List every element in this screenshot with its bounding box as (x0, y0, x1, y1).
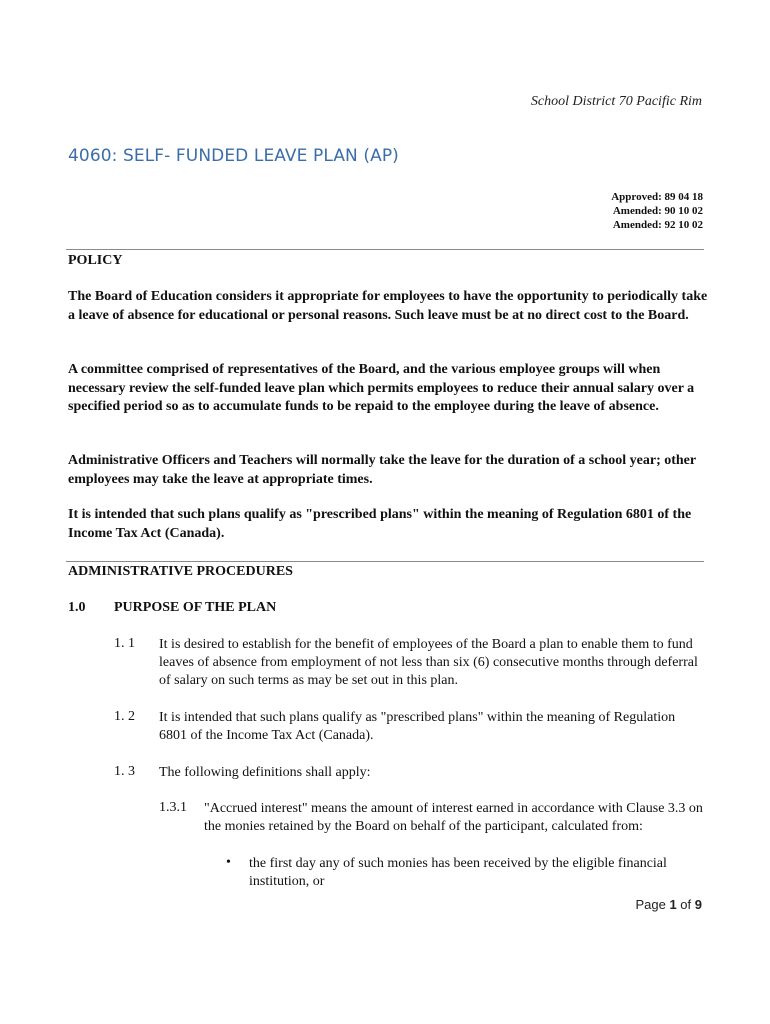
page-total: 9 (694, 897, 702, 912)
item-number-1-3: 1. 3 (114, 764, 135, 779)
divider-procedures (66, 561, 704, 562)
divider-top (66, 249, 704, 250)
page-of: of (680, 897, 692, 912)
item-number-1-2: 1. 2 (114, 709, 135, 724)
approval-dates (611, 190, 703, 232)
approved-date: Approved: 89 04 18 (611, 191, 703, 203)
section-title: PURPOSE OF THE PLAN (114, 600, 277, 615)
policy-paragraph-1: The Board of Education considers it appropriate for employees to have the opportunity to periodically take a leave of absence for educational or personal reasons. Such leave must be at no direct cost to the Board. (68, 289, 708, 323)
item-text-1-2: It is intended that such plans qualify as "prescribed plans" within the meaning of Regulation 6801 of the Income Tax Act (Canada). (159, 710, 676, 743)
policy-heading: POLICY (68, 253, 123, 268)
policy-paragraph-4: It is intended that such plans qualify as "prescribed plans" within the meaning of Regulation 6801 of the Income Tax Act (Canada). (68, 507, 692, 541)
sub-item-text: "Accrued interest" means the amount of interest earned in accordance with Clause 3.3 on the monies retained by the Board on behalf of the participant, calculated from: (204, 801, 703, 834)
page-current: 1 (669, 897, 677, 912)
sub-item-number: 1.3.1 (159, 800, 187, 815)
policy-paragraph-3: Administrative Officers and Teachers will normally take the leave for the duration of a school year; other employees may take the leave at appropriate times. (68, 453, 696, 487)
document-title: 4060: SELF- FUNDED LEAVE PLAN (AP) (68, 146, 399, 166)
procedures-heading: ADMINISTRATIVE PROCEDURES (68, 564, 293, 579)
page-word: Page (635, 897, 666, 912)
bullet-icon: • (226, 855, 231, 870)
district-name: School District 70 Pacific Rim (530, 94, 702, 109)
item-text-1-1: It is desired to establish for the benefit of employees of the Board a plan to enable them to fund leaves of absence from employment of not less than six (6) consecutive months through deferral of salary on such terms as may be set out in this plan. (159, 637, 698, 688)
policy-paragraph-2: A committee comprised of representatives of the Board, and the various employee groups will when necessary review the self-funded leave plan which permits employees to reduce their annual salary over a specified period so as to accumulate funds to be repaid to the employee during the leave of absence. (68, 362, 695, 414)
section-number: 1.0 (68, 600, 86, 615)
item-text-1-3: The following definitions shall apply: (159, 765, 371, 780)
item-number-1-1: 1. 1 (114, 636, 135, 651)
page-footer (635, 897, 702, 912)
amended-date-1: Amended: 90 10 02 (612, 205, 703, 217)
amended-date-2: Amended: 92 10 02 (612, 219, 703, 231)
bullet-text: the first day any of such monies has been received by the eligible financial institution, or (249, 856, 667, 889)
